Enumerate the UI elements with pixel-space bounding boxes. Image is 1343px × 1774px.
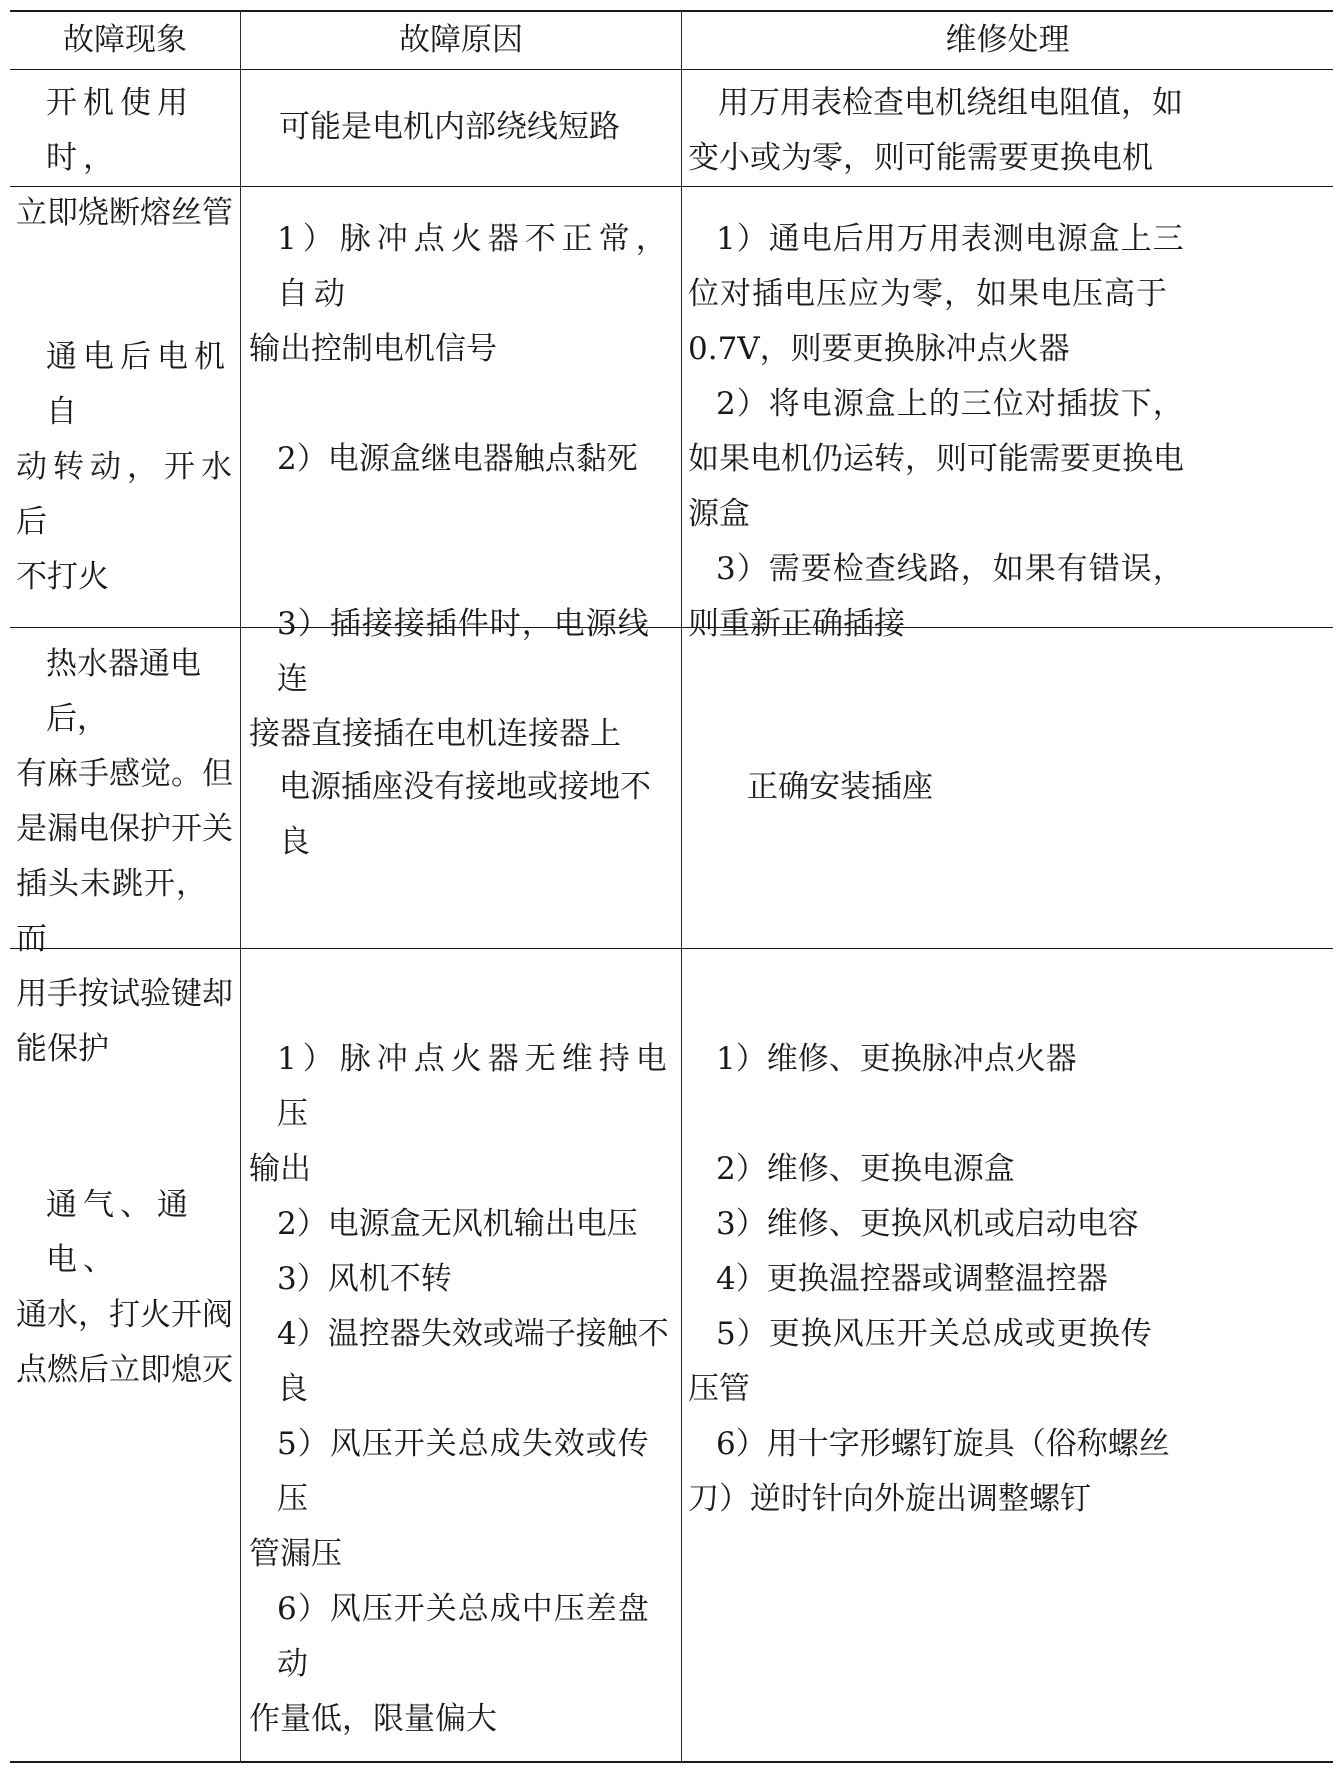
row-2-fix-line: 1）通电后用万用表测电源盒上三 xyxy=(716,221,1185,257)
row-3-symptom-line: 是漏电保护开关 xyxy=(16,811,233,847)
row-4-fix-line: 4）更换温控器或调整温控器 xyxy=(716,1261,1108,1297)
table-bottom-rule xyxy=(10,1761,1333,1763)
row-3-fix xyxy=(747,760,1327,815)
row-1-fix-line: 用万用表检查电机绕组电阻值，如 xyxy=(718,85,1183,121)
row-3-symptom-line: 热水器通电后， xyxy=(46,646,201,737)
row-4-fix xyxy=(688,1032,1332,1527)
row-3-symptom xyxy=(16,637,238,1077)
row-4-fix-line: 2）维修、更换电源盒 xyxy=(716,1151,1015,1187)
row-1-cause-line: 可能是电机内部绕线短路 xyxy=(279,109,620,145)
row-2-symptom-line: 通电后电机自 xyxy=(46,339,231,430)
table-top-rule xyxy=(10,10,1333,12)
row-4-cause-line: 4）温控器失效或端子接触不良 xyxy=(277,1316,669,1407)
row-4-cause-line: 作量低，限量偏大 xyxy=(249,1701,497,1737)
row-4-fix-line: 3）维修、更换风机或启动电容 xyxy=(716,1206,1139,1242)
row-4-fix-line: 1）维修、更换脉冲点火器 xyxy=(716,1041,1077,1077)
row-4-fix-line: 6）用十字形螺钉旋具（俗称螺丝 xyxy=(716,1426,1170,1462)
row-4-cause-line: 2）电源盒无风机输出电压 xyxy=(277,1206,638,1242)
row-4-cause-line: 管漏压 xyxy=(249,1536,342,1572)
row-2-fix-line: 源盒 xyxy=(688,496,750,532)
row-1-fix-line: 变小或为零，则可能需要更换电机 xyxy=(688,140,1153,176)
row-1-symptom-line: 开机使用时， xyxy=(46,85,194,176)
row-2-symptom-line: 不打火 xyxy=(16,559,109,595)
header-bottom-rule xyxy=(10,69,1333,70)
row-1-symptom-line: 立即烧断熔丝管 xyxy=(16,195,233,231)
row-3-symptom-line: 有麻手感觉。但 xyxy=(16,756,233,792)
row-4-cause xyxy=(249,1032,679,1747)
row-2-cause-line: 1）脉冲点火器不正常，自动 xyxy=(277,221,673,312)
row-3-fix-line: 正确安装插座 xyxy=(747,769,933,805)
row-4-symptom-line: 通水，打火开阀 xyxy=(16,1297,233,1333)
column-divider-1 xyxy=(240,10,241,1763)
row-2-fix-line: 位对插电压应为零，如果电压高于 xyxy=(688,276,1168,312)
fault-table xyxy=(10,10,1333,1763)
row-2-fix-line: 如果电机仍运转，则可能需要更换电 xyxy=(688,441,1184,477)
header-fix: 维修处理 xyxy=(945,22,1070,58)
row-4-cause-line: 5）风压开关总成失效或传压 xyxy=(277,1426,650,1517)
row-2-cause-line: 2）电源盒继电器触点黏死 xyxy=(277,441,638,477)
row-2-cause-line: 3）插接接插件时，电源线连 xyxy=(277,606,650,697)
row-2-cause xyxy=(249,212,679,762)
row-4-fix-line: 压管 xyxy=(688,1371,750,1407)
row-1-fix xyxy=(688,76,1332,186)
row-2-cause-line: 输出控制电机信号 xyxy=(249,331,497,367)
row-2-symptom xyxy=(16,330,238,605)
column-divider-2 xyxy=(681,10,682,1763)
row-2-fix-line: 则重新正确插接 xyxy=(688,606,905,642)
row-3-cause xyxy=(279,760,679,870)
row-4-cause-line: 3）风机不转 xyxy=(277,1261,452,1297)
row-2-fix xyxy=(688,212,1332,652)
row-4-symptom-line: 点燃后立即熄灭 xyxy=(16,1352,233,1388)
row-2-fix-line: 3）需要检查线路，如果有错误， xyxy=(716,551,1185,587)
row-1-symptom xyxy=(16,76,238,241)
row-1-cause xyxy=(279,100,679,155)
header-cause: 故障原因 xyxy=(399,22,523,58)
row-4-cause-line: 6）风压开关总成中压差盘动 xyxy=(277,1591,650,1682)
row-4-cause-line: 输出 xyxy=(249,1151,311,1187)
row-4-fix-line: 刀）逆时针向外旋出调整螺钉 xyxy=(688,1481,1091,1517)
row-2-fix-line: 2）将电源盒上的三位对插拔下， xyxy=(716,386,1185,422)
row-2-fix-line: 0.7V，则要更换脉冲点火器 xyxy=(688,331,1070,367)
row-2-cause-line: 接器直接插在电机连接器上 xyxy=(249,716,621,752)
row-3-symptom-line: 能保护 xyxy=(16,1031,109,1067)
row-3-symptom-line: 插头未跳开，而 xyxy=(16,866,208,957)
row-3-cause-line: 电源插座没有接地或接地不良 xyxy=(279,769,651,860)
row-4-symptom-line: 通气、通电、 xyxy=(46,1187,194,1278)
header-symptom: 故障现象 xyxy=(63,22,187,58)
row-4-fix-line: 5）更换风压开关总成或更换传 xyxy=(716,1316,1153,1352)
row-2-symptom-line: 动转动，开水后 xyxy=(16,449,238,540)
row-3-symptom-line: 用手按试验键却 xyxy=(16,976,233,1012)
row-4-cause-line: 1）脉冲点火器无维持电压 xyxy=(277,1041,673,1132)
row-4-symptom xyxy=(16,1178,238,1398)
